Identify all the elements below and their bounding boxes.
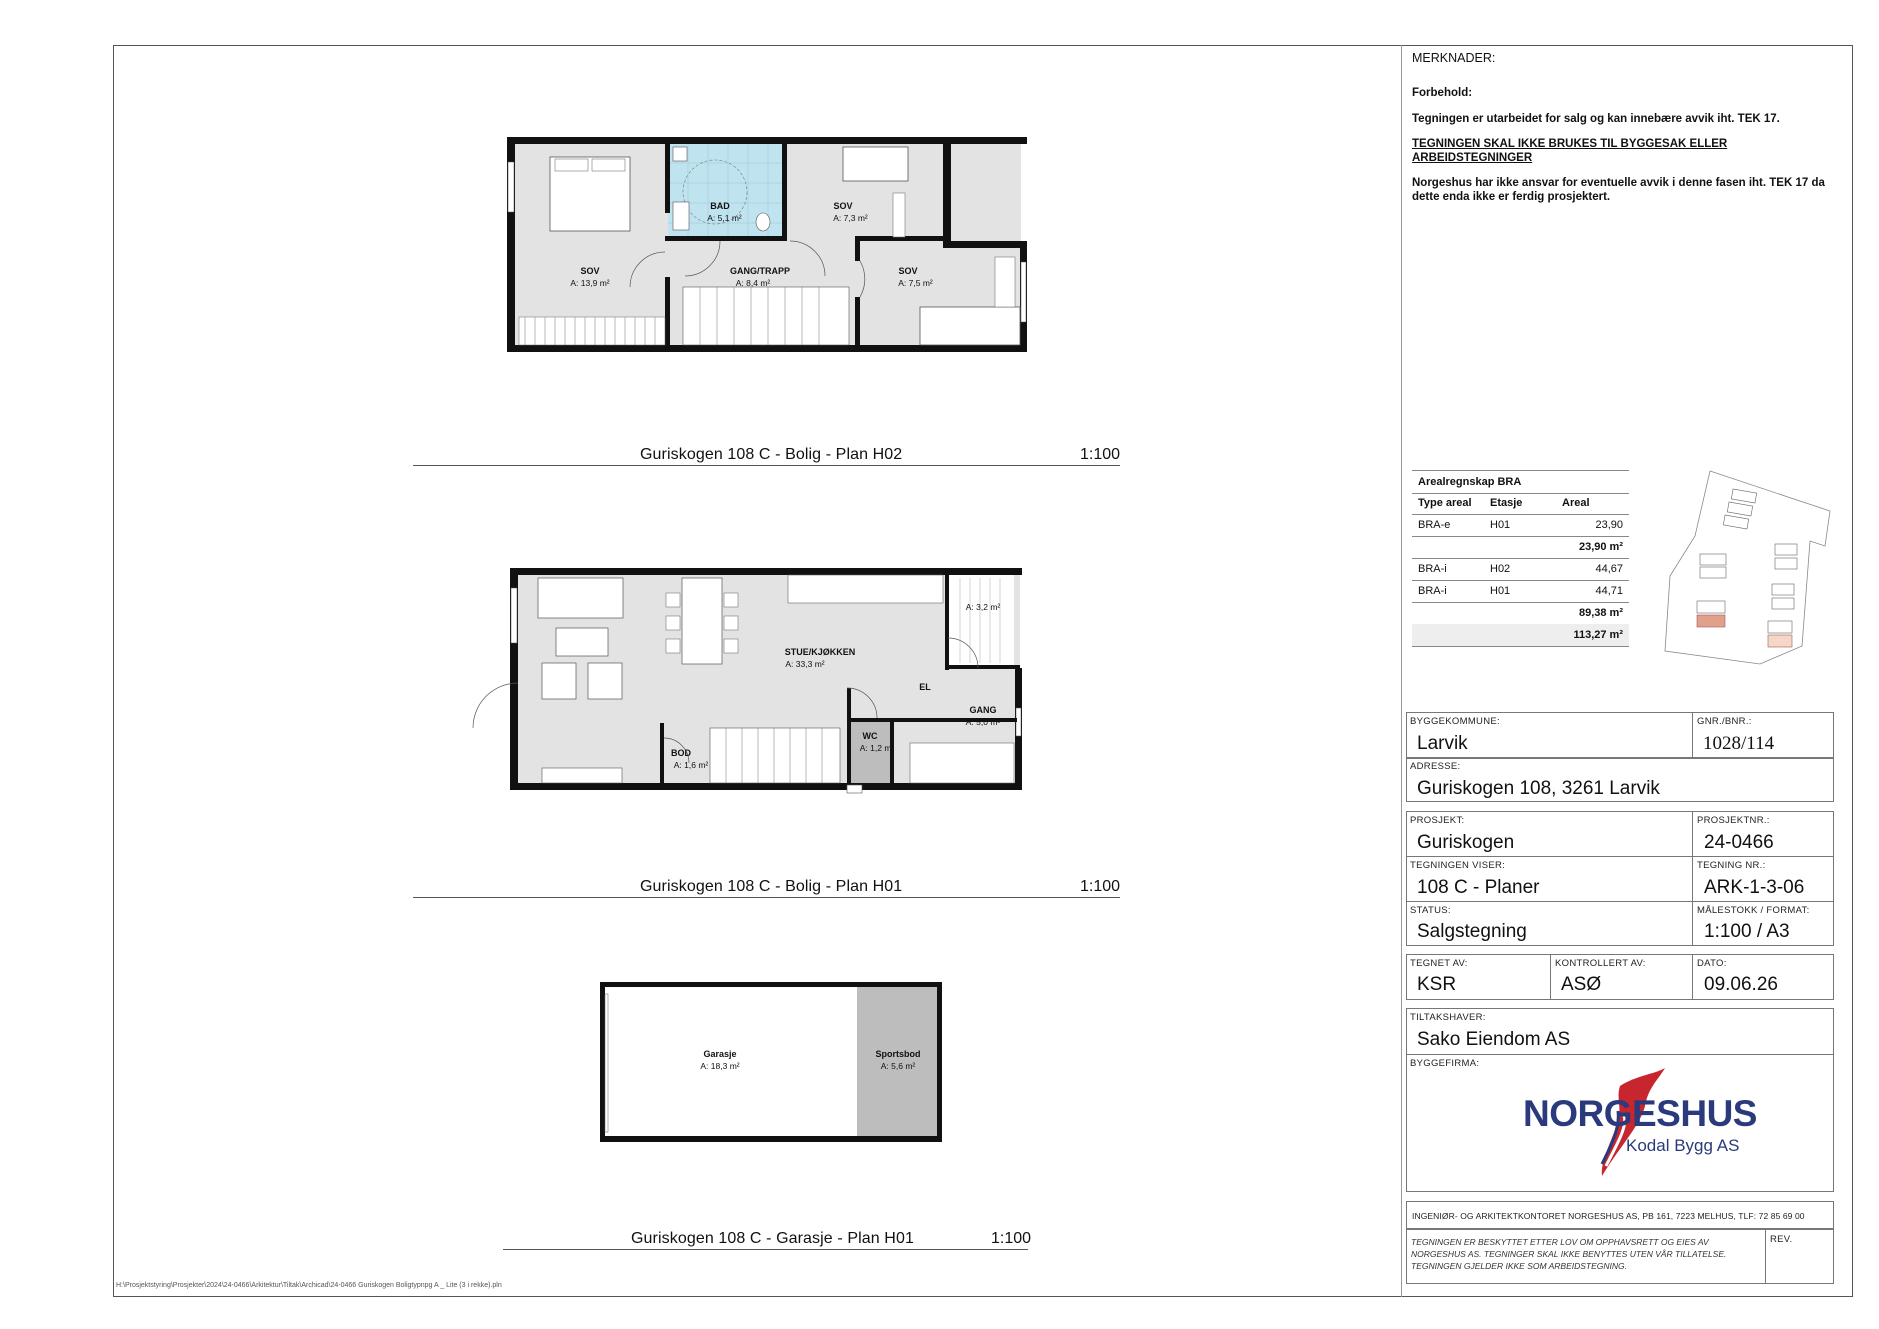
- col-header: Type areal: [1418, 497, 1472, 509]
- label: TEGNING NR.:: [1697, 860, 1766, 871]
- notes-line: Norgeshus har ikke ansvar for eventuelle avvik i denne fasen iht. TEK 17 da dette enda ikke er ferdig prosjektert.: [1412, 177, 1825, 203]
- logo-main-text: NORGESHUS: [1523, 1093, 1757, 1134]
- plan-scale: 1:100: [991, 1230, 1032, 1247]
- room-area: A: 1,6 m²: [673, 760, 709, 770]
- room-area: A: 1,2 m²: [859, 743, 895, 753]
- floor-plan-h01: [470, 568, 1032, 808]
- plan-scale: 1:100: [1080, 446, 1121, 463]
- label: BYGGEKOMMUNE:: [1410, 716, 1500, 727]
- table-cell: BRA-i: [1418, 563, 1447, 575]
- area-table: [1412, 470, 1629, 656]
- copyright-notice: TEGNINGEN ER BESKYTTET ETTER LOV OM OPPHAVSRETT OG EIES AV NORGESHUS AS. TEGNINGER SKAL IKKE BENYTTES UTEN VÅR TILLATELSE. TEGNINGEN GJELDER IKKE SOM ARBEIDSTEGNING.: [1411, 1237, 1727, 1271]
- notes-line: Tegningen er utarbeidet for salg og kan innebære avvik iht. TEK 17.: [1412, 113, 1780, 125]
- label: TILTAKSHAVER:: [1410, 1012, 1486, 1023]
- label: DATO:: [1697, 958, 1727, 969]
- file-path: H:\Prosjektstyring\Prosjekter\2024\24-0466\Arkitektur\Tiltak\Archicad\24-0466 Guriskogen Boligtypnpg A _ Lite (3 i rekke).pln: [116, 1282, 502, 1289]
- area-table-title: Arealregnskap BRA: [1418, 476, 1522, 488]
- tb-divider: [1765, 1229, 1766, 1284]
- room-name: SOV: [898, 266, 918, 276]
- forbehold-title: Forbehold:: [1412, 87, 1473, 99]
- norgeshus-logo: [1520, 1066, 1757, 1181]
- room-name: WC: [862, 731, 878, 741]
- value-status: Salgstegning: [1417, 921, 1527, 942]
- plan-title: Guriskogen 108 C - Garasje - Plan H01: [631, 1230, 914, 1247]
- table-cell: H02: [1490, 563, 1511, 575]
- col-header: Etasje: [1490, 497, 1523, 509]
- label: GNR./BNR.:: [1697, 716, 1752, 727]
- room-name: Garasje: [703, 1049, 737, 1059]
- room-area: A: 8,4 m²: [735, 278, 771, 288]
- logo-sub-text: Kodal Bygg AS: [1626, 1136, 1740, 1155]
- tb-divider: [1550, 954, 1551, 1000]
- value-tegnet-av: KSR: [1417, 974, 1457, 995]
- room-area: A: 13,9 m²: [570, 278, 610, 288]
- table-cell: BRA-i: [1418, 585, 1447, 597]
- value-gnr: 1028/114: [1703, 733, 1775, 754]
- table-subtotal: 23,90 m²: [1578, 541, 1623, 553]
- value-prosjekt: Guriskogen: [1417, 832, 1515, 853]
- plan-title-underline: [413, 465, 1120, 466]
- table-cell: H01: [1490, 585, 1511, 597]
- value-kontrollert-av: ASØ: [1561, 974, 1602, 995]
- table-cell: 44,71: [1595, 585, 1623, 597]
- room-name: GANG/TRAPP: [729, 266, 790, 276]
- site-plan-map: [1660, 466, 1832, 666]
- tb-divider: [1406, 901, 1834, 902]
- plan-title: Guriskogen 108 C - Bolig - Plan H01: [640, 878, 903, 895]
- room-area: A: 3,2 m²: [965, 602, 1001, 612]
- office-info: INGENIØR- OG ARKITEKTKONTORET NORGESHUS AS, PB 161, 7223 MELHUS, TLF: 72 85 69 00: [1412, 1211, 1805, 1221]
- room-name: STUE/KJØKKEN: [784, 647, 856, 657]
- table-cell: H01: [1490, 519, 1511, 531]
- tb-divider: [1692, 954, 1693, 1000]
- value-malestokk: 1:100 / A3: [1704, 921, 1790, 942]
- room-name: BAD: [710, 201, 730, 211]
- floor-plan-garage: [600, 982, 942, 1142]
- table-cell: 23,90: [1595, 519, 1623, 531]
- room-name: SOV: [580, 266, 600, 276]
- table-total: 113,27 m²: [1573, 629, 1623, 641]
- title-block-divider: [1401, 45, 1402, 1297]
- value-tegning-nr: ARK-1-3-06: [1704, 877, 1805, 898]
- plan-title-underline: [413, 897, 1120, 898]
- notes-warning: TEGNINGEN SKAL IKKE BRUKES TIL BYGGESAK ELLER ARBEIDSTEGNINGER: [1412, 138, 1728, 164]
- room-area: A: 5,0 m²: [965, 717, 1001, 727]
- room-area: A: 18,3 m²: [700, 1061, 740, 1071]
- label: MÅLESTOKK / FORMAT:: [1697, 905, 1810, 916]
- label: TEGNINGEN VISER:: [1410, 860, 1506, 871]
- value-tegningen-viser: 108 C - Planer: [1417, 877, 1540, 898]
- tb-divider: [1692, 811, 1693, 946]
- rev-label: REV.: [1770, 1234, 1793, 1245]
- room-area: A: 5,1 m²: [707, 213, 742, 223]
- plan-title: Guriskogen 108 C - Bolig - Plan H02: [640, 446, 903, 463]
- col-header: Areal: [1562, 497, 1590, 509]
- value-adresse: Guriskogen 108, 3261 Larvik: [1417, 778, 1660, 799]
- room-name: EL: [919, 682, 931, 692]
- value-dato: 09.06.26: [1704, 974, 1778, 995]
- table-cell: BRA-e: [1418, 519, 1451, 531]
- tb-divider: [1692, 712, 1693, 758]
- room-area: A: 5,6 m²: [880, 1061, 916, 1071]
- table-subtotal: 89,38 m²: [1578, 607, 1623, 619]
- table-cell: 44,67: [1595, 563, 1623, 575]
- tb-divider: [1406, 856, 1834, 857]
- label: PROSJEKT:: [1410, 815, 1465, 826]
- floor-plan-h02: [505, 137, 1030, 359]
- value-prosjektnr: 24-0466: [1704, 832, 1774, 853]
- room-name: SOV: [833, 201, 853, 211]
- label: PROSJEKTNR.:: [1697, 815, 1770, 826]
- value-byggekommune: Larvik: [1417, 733, 1468, 754]
- label: KONTROLLERT AV:: [1555, 958, 1646, 969]
- tb-divider: [1406, 1054, 1834, 1055]
- room-name: GANG: [969, 705, 997, 715]
- label: ADRESSE:: [1410, 761, 1461, 772]
- room-area: A: 7,5 m²: [898, 278, 933, 288]
- value-tiltakshaver: Sako Eiendom AS: [1417, 1029, 1571, 1050]
- room-area: A: 33,3 m²: [785, 659, 825, 669]
- notes-heading: MERKNADER:: [1412, 51, 1496, 65]
- room-name: Sportsbod: [875, 1049, 921, 1059]
- label: TEGNET AV:: [1410, 958, 1468, 969]
- room-name: BOD: [671, 748, 691, 758]
- room-area: A: 7,3 m²: [833, 213, 868, 223]
- plan-scale: 1:100: [1080, 878, 1121, 895]
- label: BYGGEFIRMA:: [1410, 1058, 1480, 1069]
- label: STATUS:: [1410, 905, 1451, 916]
- plan-title-underline: [503, 1249, 1028, 1250]
